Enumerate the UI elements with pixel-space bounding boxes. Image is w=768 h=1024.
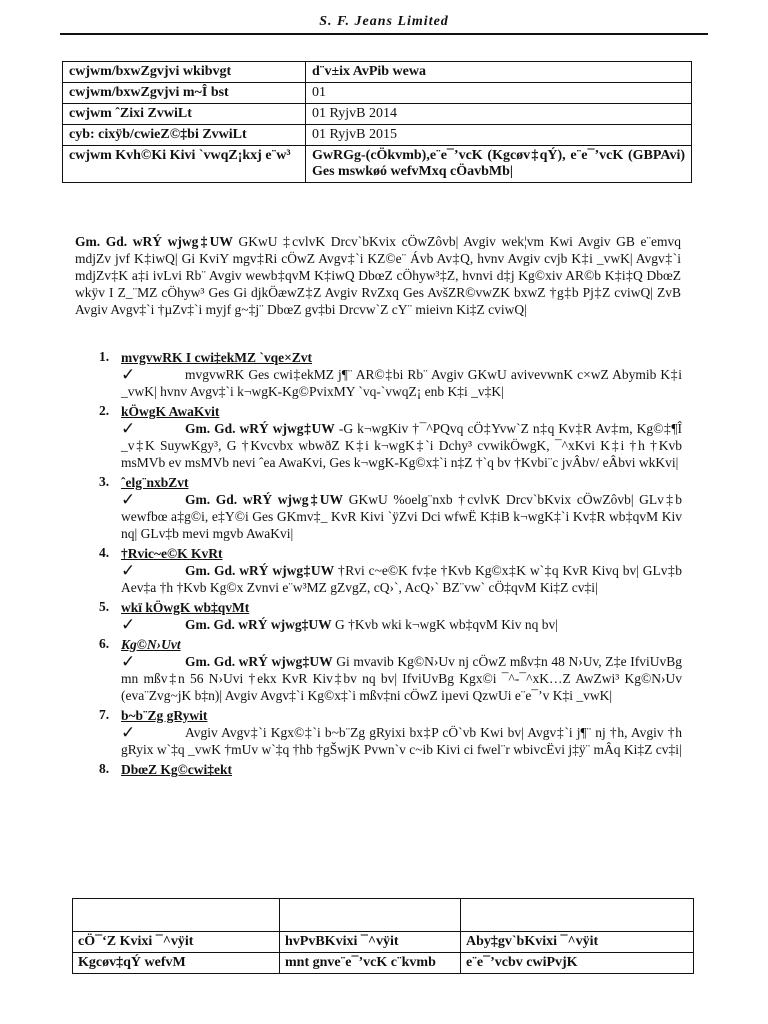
policy-item bbox=[0, 474, 768, 542]
info-value: 01 RyjvB 2015 bbox=[306, 125, 692, 146]
policy-item bbox=[0, 599, 768, 633]
signature-header-approver: Aby‡gv`bKvixi ¯^vÿit bbox=[461, 932, 694, 953]
item-company: Gm. Gd. wRÝ wjwg‡UW bbox=[185, 654, 333, 669]
signature-space-preparer bbox=[73, 899, 280, 932]
item-title: DbœZ Kg©cwi‡ekt bbox=[121, 762, 232, 777]
item-body bbox=[121, 724, 682, 758]
info-row bbox=[63, 83, 692, 104]
signature-header-verifier: hvPvBKvixi ¯^vÿit bbox=[280, 932, 461, 953]
policy-item bbox=[0, 545, 768, 596]
item-body bbox=[121, 616, 682, 633]
item-title: ˆelg¨nxbZvt bbox=[121, 475, 189, 490]
page-header: S. F. Jeans Limited bbox=[319, 14, 449, 29]
policy-info-table bbox=[62, 61, 692, 183]
item-company: Gm. Gd. wRÝ wjwg‡UW bbox=[185, 617, 332, 632]
info-value: GwRGg-(cÖkvmb),e¨e¯’vcK (Kgcøv‡qÝ), e¨e¯’vcK (GBPAvi) Ges mswkøó wefvMxq cÖavbMb| bbox=[306, 146, 692, 183]
check-icon: ✓ bbox=[121, 365, 136, 384]
item-company: Gm. Gd. wRÝ wjwg‡UW bbox=[185, 492, 344, 507]
item-text bbox=[121, 724, 682, 758]
item-title: †Rvic~e©K KvRt bbox=[121, 546, 223, 561]
check-icon: ✓ bbox=[121, 615, 136, 634]
item-text bbox=[121, 616, 682, 633]
item-description: G †Kvb wki k¬wgK wb‡qvM Kiv nq bv| bbox=[331, 617, 558, 632]
item-title: wkï kÖwgK wb‡qvMt bbox=[121, 600, 250, 615]
item-number: 7. bbox=[99, 707, 110, 722]
item-number: 4. bbox=[99, 545, 110, 560]
signature-space-verifier bbox=[280, 899, 461, 932]
info-row bbox=[63, 125, 692, 146]
intro-company: Gm. Gd. wRÝ wjwg‡UW bbox=[75, 234, 233, 249]
item-number: 5. bbox=[99, 599, 110, 614]
signature-role-approver: e¨e¯’vcbv cwiPvjK bbox=[461, 953, 694, 974]
item-number: 2. bbox=[99, 403, 110, 418]
signature-blank-row bbox=[73, 899, 694, 932]
item-body bbox=[121, 420, 682, 471]
signature-role-verifier: mnt gnve¨e¯’vcK c¨kvmb bbox=[280, 953, 461, 974]
check-icon: ✓ bbox=[121, 652, 136, 671]
info-key: cwjwm ˆZixi ZvwiLt bbox=[63, 104, 306, 125]
signature-space-approver bbox=[461, 899, 694, 932]
item-body bbox=[121, 366, 682, 400]
item-number: 8. bbox=[99, 761, 110, 776]
signature-table bbox=[72, 898, 694, 974]
item-description: Avgiv Avgv‡`i Kgx©‡`i b~b¨Zg gRyixi bx‡P cÖ`vb Kwi bv| Avgv‡`i j¶¨ nj †h, Avgiv †h gRyix w`‡q _vwK †mUv w`‡q †hb †gŠwjK Pvwn`v c~ib Kivi ci fwel¨r wbivcËvi j‡ÿ¨ mÂq Ki‡Z cv‡i| bbox=[121, 725, 682, 757]
item-text bbox=[121, 491, 682, 542]
signature-header-row bbox=[73, 932, 694, 953]
info-row bbox=[63, 146, 692, 183]
item-description: GKwU %oelg¨nxb †cvlvK Drcv`bKvix cÖwZôvb| GLv‡b wewfbœ a‡g©i, e‡Y©i Ges GKmv‡_ KvR Kivi `ÿZvi Dci wfwË K‡iB k¬wgK‡`i Kv‡R wb‡qvM Kiv nq| GLv‡b mevi mgvb AwaKvi| bbox=[121, 492, 682, 541]
item-body bbox=[121, 653, 682, 704]
item-title: b~b¨Zg gRywit bbox=[121, 708, 208, 723]
policy-items bbox=[0, 349, 768, 781]
item-text bbox=[121, 420, 682, 471]
item-number: 6. bbox=[99, 636, 110, 651]
signature-role-preparer: Kgcøv‡qÝ wefvM bbox=[73, 953, 280, 974]
info-key: cyb: cixÿb/cwieZ©‡bi ZvwiLt bbox=[63, 125, 306, 146]
info-row bbox=[63, 104, 692, 125]
check-icon: ✓ bbox=[121, 561, 136, 580]
policy-item bbox=[0, 761, 768, 778]
item-number: 1. bbox=[99, 349, 110, 364]
info-value: 01 RyjvB 2014 bbox=[306, 104, 692, 125]
intro-text: GKwU ‡cvlvK Drcv`bKvix cÖwZôvb| Avgiv wek¦vm Kwi Avgiv GB e¨emvq mdjZv jvf K‡iwQ| Gi KviY mgv‡Ri cÖwZ Avgv‡`i KZ©e¨ Ávb Av‡Q, hvnv Avgiv cvjb K‡i _vwK| Avgv‡`i mdjZv‡K a‡i ivLvi Rb¨ Avgiv wewb‡qvM K‡iwQ DbœZ cÖhyw³‡Z, hvnvi d‡j Kg©xiv AR©b K‡i‡Q DbœZ wkÿv I Z_¨MZ cÖhyw³ Ges Gi djkÖæwZ‡Z Avgiv RvZxq Ges AvšZR©vwZK bxwZ †g‡b Pj‡Z cviwQ| ZvB Avgiv Avgv‡`i †µZv‡`i myjf g~‡j¨ DbœZ gv‡bi Drcvw`Z cY¨ mieivn Ki‡Z cviwQ| bbox=[75, 234, 681, 317]
info-key: cwjwm/bxwZgvjvi m~Î bst bbox=[63, 83, 306, 104]
item-company: Gm. Gd. wRÝ wjwg‡UW bbox=[185, 563, 335, 578]
item-body bbox=[121, 491, 682, 542]
item-body bbox=[121, 562, 682, 596]
policy-item bbox=[0, 636, 768, 704]
item-company: Gm. Gd. wRÝ wjwg‡UW bbox=[185, 421, 335, 436]
item-text bbox=[121, 366, 682, 400]
signature-role-row bbox=[73, 953, 694, 974]
item-text bbox=[121, 653, 682, 704]
item-description: Gi mvavib Kg©N›Uv nj cÖwZ mßv‡n 48 N›Uv, Z‡e IfviUvBg mn mßv‡n 56 N›Uvi †ekx KvR Kiv‡bv nq bv| IfviUvBg Kgx©i ¯^-¯^xK…Z AwZwi³ Kg©N›Uv (eva¨Zvg~jK b‡n)| Avgiv Avgv‡`i Kg©x‡`i mßv‡ni cÖwZ iµevi QzwUi e¨e¯’v K‡i _vwK| bbox=[121, 654, 682, 703]
check-icon: ✓ bbox=[121, 490, 136, 509]
item-title: kÖwgK AwaKvit bbox=[121, 404, 220, 419]
item-number: 3. bbox=[99, 474, 110, 489]
header-rule bbox=[60, 33, 708, 35]
item-description: †Rvi c~e©K fv‡e †Kvb Kg©x‡K w`‡q KvR Kivq bv| GLv‡b Aev‡a †h †Kvb Kg©x Zvnvi e¨w³MZ gZvgZ, cQ›`, AcQ›` BZ¨vw` cÖ‡qvM Ki‡Z cv‡i| bbox=[121, 563, 682, 595]
item-text bbox=[121, 562, 682, 596]
item-title: Kg©N›Uvt bbox=[121, 637, 181, 652]
info-value: 01 bbox=[306, 83, 692, 104]
info-value: d¨v±ix AvPib wewa bbox=[306, 62, 692, 83]
intro-paragraph bbox=[75, 233, 681, 318]
item-title: mvgvwRK I cwi‡ekMZ `vqe×Zvt bbox=[121, 350, 313, 365]
info-row bbox=[63, 62, 692, 83]
signature-header-preparer: cÖ¯‘Z Kvixi ¯^vÿit bbox=[73, 932, 280, 953]
policy-item bbox=[0, 349, 768, 400]
item-description: -G k¬wgKiv †¯^PQvq cÖ‡Yvw`Z n‡q Kv‡R Av‡m, Kg©‡¶Î _v‡K SuywKgy³, G †Kvcvbx wbwðZ K‡i k¬wgK‡`i Dchy³ cvwikÖwgK, ¯^xKvi K‡i †h †Kvb msMVb ev msMVb nevi ˆea AwaKvi, Ges k¬wgK-Kg©x‡`i n‡Z †`q bv †Kvbi¨c jvÂbv/ eÂbvi wkKvi| bbox=[121, 421, 682, 470]
item-description: mvgvwRK Ges cwi‡ekMZ j¶¨ AR©‡bi Rb¨ Avgiv GKwU avivevwnK c×wZ Abymib K‡i _vwK| hvnv Avgv‡`i k¬wgK-Kg©PvixMY `vq-`vwqZ¡ enb K‡i _v‡K| bbox=[121, 367, 682, 399]
info-key: cwjwm Kvh©Ki Kivi `vwqZ¡kxj e¨w³ bbox=[63, 146, 306, 183]
policy-item bbox=[0, 403, 768, 471]
check-icon: ✓ bbox=[121, 419, 136, 438]
policy-item bbox=[0, 707, 768, 758]
check-icon: ✓ bbox=[121, 723, 136, 742]
info-key: cwjwm/bxwZgvjvi wkibvgt bbox=[63, 62, 306, 83]
